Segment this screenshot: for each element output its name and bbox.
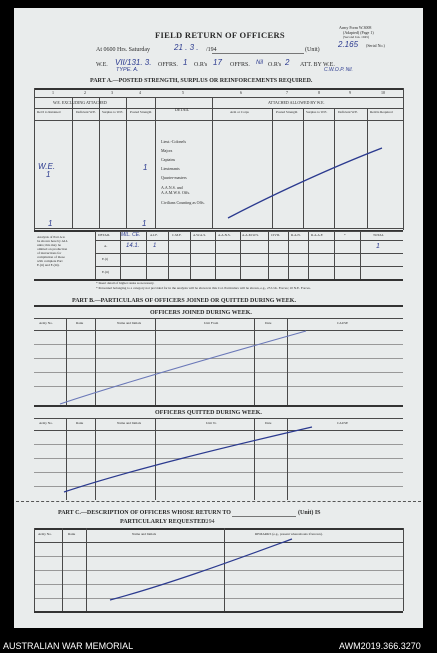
analysis-head-star: * xyxy=(344,233,346,237)
sub-head-8: Deficient W.E. xyxy=(338,110,359,114)
col-num-10: 10 xyxy=(381,90,385,95)
form-ref-1: Army Form W.3008 xyxy=(339,25,372,30)
serial-value: 2.165 xyxy=(338,40,359,49)
att-label: ATT. BY W.E. xyxy=(300,62,335,68)
we-value: VII/131. 3. xyxy=(115,58,152,67)
quitted-col-cause: CAUSE xyxy=(337,421,349,425)
col-num-4: 4 xyxy=(139,90,141,95)
we-label: W.E. xyxy=(96,62,108,68)
sub-head-1: Ret'd to Retained xyxy=(37,110,61,114)
analysis-head-detail: DETAIL xyxy=(98,233,110,237)
offrs-label: OFFRS. xyxy=(158,62,178,68)
c-col-remarks: REMARKS (e.g., present whereabouts if known). xyxy=(255,532,323,536)
analysis-row-a: A. xyxy=(104,244,108,248)
quitted-col-unit-to: Unit To xyxy=(206,421,217,425)
analysis-head-awas: A.W.A.S. xyxy=(193,233,207,237)
col-num-6: 6 xyxy=(240,90,242,95)
form-title: FIELD RETURN OF OFFICERS xyxy=(155,30,285,40)
sub-head-6: Posted Strength xyxy=(276,110,298,114)
sub-head-4: Posted Strength xyxy=(130,110,152,114)
analysis-head-ran: R.A.N. xyxy=(291,233,301,237)
cwop-value: C.W.O.P. Nil. xyxy=(324,67,353,73)
joined-col-date: Date xyxy=(265,321,272,325)
rank-captains: Captains xyxy=(161,157,175,162)
analysis-head-raaf: R.A.A.F. xyxy=(311,233,324,237)
joined-col-army-no: Army No. xyxy=(39,321,53,325)
at-hours-line: At 0600 Hrs. Saturday xyxy=(96,47,150,53)
col-num-9: 9 xyxy=(349,90,351,95)
part-c-requested: PARTICULARLY REQUESTED. xyxy=(120,519,207,525)
analysis-note-4: omitted on production xyxy=(37,247,68,251)
analysis-note-5: of instructions for xyxy=(37,251,62,255)
unit-label: (Unit) xyxy=(305,47,320,53)
detail-heading: DETAIL xyxy=(175,107,190,112)
rank-aans: A.A.N.S. and xyxy=(161,185,183,190)
joined-col-name: Name and Initials xyxy=(117,321,142,325)
analysis-head-civil: CIVIL xyxy=(271,233,281,237)
col-num-5: 5 xyxy=(182,90,184,95)
footer-credit: AUSTRALIAN WAR MEMORIAL xyxy=(3,641,134,651)
hw-we-col: W.E. xyxy=(38,162,56,171)
quitted-heading: OFFICERS QUITTED DURING WEEK. xyxy=(155,410,262,416)
serial-label: (Serial No.) xyxy=(366,43,385,48)
analysis-head-aans: A.A.N.S. xyxy=(218,233,231,237)
type-value: TYPE. A. xyxy=(116,67,139,73)
ors-att-value: 2 xyxy=(285,58,290,67)
analysis-note-6: compilation of those xyxy=(37,255,65,259)
footer-accession: AWM2019.366.3270 xyxy=(339,641,421,651)
sub-head-3: Surplus to W.E. xyxy=(102,110,124,114)
joined-col-cause: CAUSE xyxy=(337,321,349,325)
analysis-note-7: with complete Part xyxy=(37,259,63,263)
part-c-unit: (Unit) IS xyxy=(298,510,321,516)
col-num-3: 3 xyxy=(111,90,113,95)
joined-col-unit-from: Unit From xyxy=(204,321,219,325)
we-excluding-heading: W.E. EXCLUDING ATTACHED xyxy=(53,100,107,105)
rank-aamws: A.A.M.W.S. Offs. xyxy=(161,190,191,195)
hw-row-a-aif: 1 xyxy=(153,243,157,249)
col-num-8: 8 xyxy=(318,90,320,95)
quitted-col-army-no: Army No. xyxy=(39,421,53,425)
ors2-label: O.R's xyxy=(268,62,282,68)
sub-head-2: Deficient W.E. xyxy=(76,110,97,114)
analysis-head-cmf: C.M.F. xyxy=(172,233,182,237)
offrs-nil-value: Nil xyxy=(256,60,263,66)
analysis-head-mil: MIL. CE. xyxy=(121,232,141,238)
year-label: /194 xyxy=(206,47,217,53)
part-c-year: /194 xyxy=(204,519,215,525)
note-2: * Personnel belonging to a category not provided for in the analysis will be shown in this Col. Particulars will be shown, e.g., 25 U.K. Forces; 10 N.E. Forces. xyxy=(96,286,311,290)
quitted-col-name: Name and Initials xyxy=(117,421,142,425)
analysis-head-aif: A.I.F. xyxy=(150,233,158,237)
attached-heading: ATTACHED ALLOWED BY W.E. xyxy=(268,100,325,105)
hw-row-a-mil: 14.1. xyxy=(126,243,140,249)
form-ref-3: (Second Jan. 1945) xyxy=(343,35,370,39)
offrs-value: 1 xyxy=(183,58,188,67)
hw-we-col-2: 1 xyxy=(46,170,51,179)
analysis-note-1: Analysis of Part A to xyxy=(37,235,66,239)
joined-heading: OFFICERS JOINED DURING WEEK. xyxy=(150,310,252,316)
sub-head-5: Arm or Corps xyxy=(230,110,249,114)
rank-civilians: Civilians Counting as Offs. xyxy=(161,200,205,205)
rank-majors: Majors xyxy=(161,148,173,153)
c-col-name: Name and Initials xyxy=(132,532,157,536)
offrs2-label: OFFRS. xyxy=(230,62,250,68)
hw-col4-total: 1 xyxy=(142,219,147,228)
c-col-rank: Rank xyxy=(68,532,76,536)
sub-head-7: Surplus to W.E. xyxy=(306,110,328,114)
c-col-army-no: Army No. xyxy=(38,532,52,536)
analysis-head-aamws: A.A.M.W.S. xyxy=(242,233,259,237)
quitted-col-rank: Rank xyxy=(76,421,84,425)
rank-lieutenants: Lieutenants xyxy=(161,166,180,171)
ors-value: 17 xyxy=(213,58,222,67)
hw-col1-total: 1 xyxy=(48,219,53,228)
analysis-row-ei: E.(i) xyxy=(102,257,109,261)
note-1: * Insert detail of higher ranks as necessary. xyxy=(96,281,155,285)
sub-head-9: Rein'ts Required xyxy=(370,110,393,114)
analysis-head-total: TOTAL xyxy=(373,233,384,237)
analysis-note-3: units; this may be xyxy=(37,243,62,247)
part-c-heading: PART C.—DESCRIPTION OF OFFICERS WHOSE RETURN TO xyxy=(58,510,231,516)
part-a-heading: PART A.—POSTED STRENGTH, SURPLUS OR REINFORCEMENTS REQUIRED. xyxy=(90,78,313,84)
ors-label: O.R's xyxy=(194,62,208,68)
date-value: 21 . 3 . xyxy=(174,43,199,52)
rank-quartermasters: Quarter-masters xyxy=(161,175,187,180)
hw-row-a-total: 1 xyxy=(376,243,380,250)
hw-posted-strength: 1 xyxy=(143,163,148,172)
analysis-note-8: E.(ii) and E.(iii). xyxy=(37,263,60,267)
col-num-2: 2 xyxy=(84,90,86,95)
analysis-note-2: be shown here by ALL xyxy=(37,239,69,243)
quitted-col-date: Date xyxy=(265,421,272,425)
rank-lieut-colonels: Lieut.-Colonels xyxy=(161,139,186,144)
joined-col-rank: Rank xyxy=(76,321,84,325)
analysis-row-eii: E.(ii) xyxy=(102,270,110,274)
form-ref-2: (Adapted) (Page 1) xyxy=(343,30,374,35)
part-b-heading: PART B.—PARTICULARS OF OFFICERS JOINED OR QUITTED DURING WEEK. xyxy=(72,298,296,304)
col-num-7: 7 xyxy=(286,90,288,95)
col-num-1: 1 xyxy=(52,90,54,95)
